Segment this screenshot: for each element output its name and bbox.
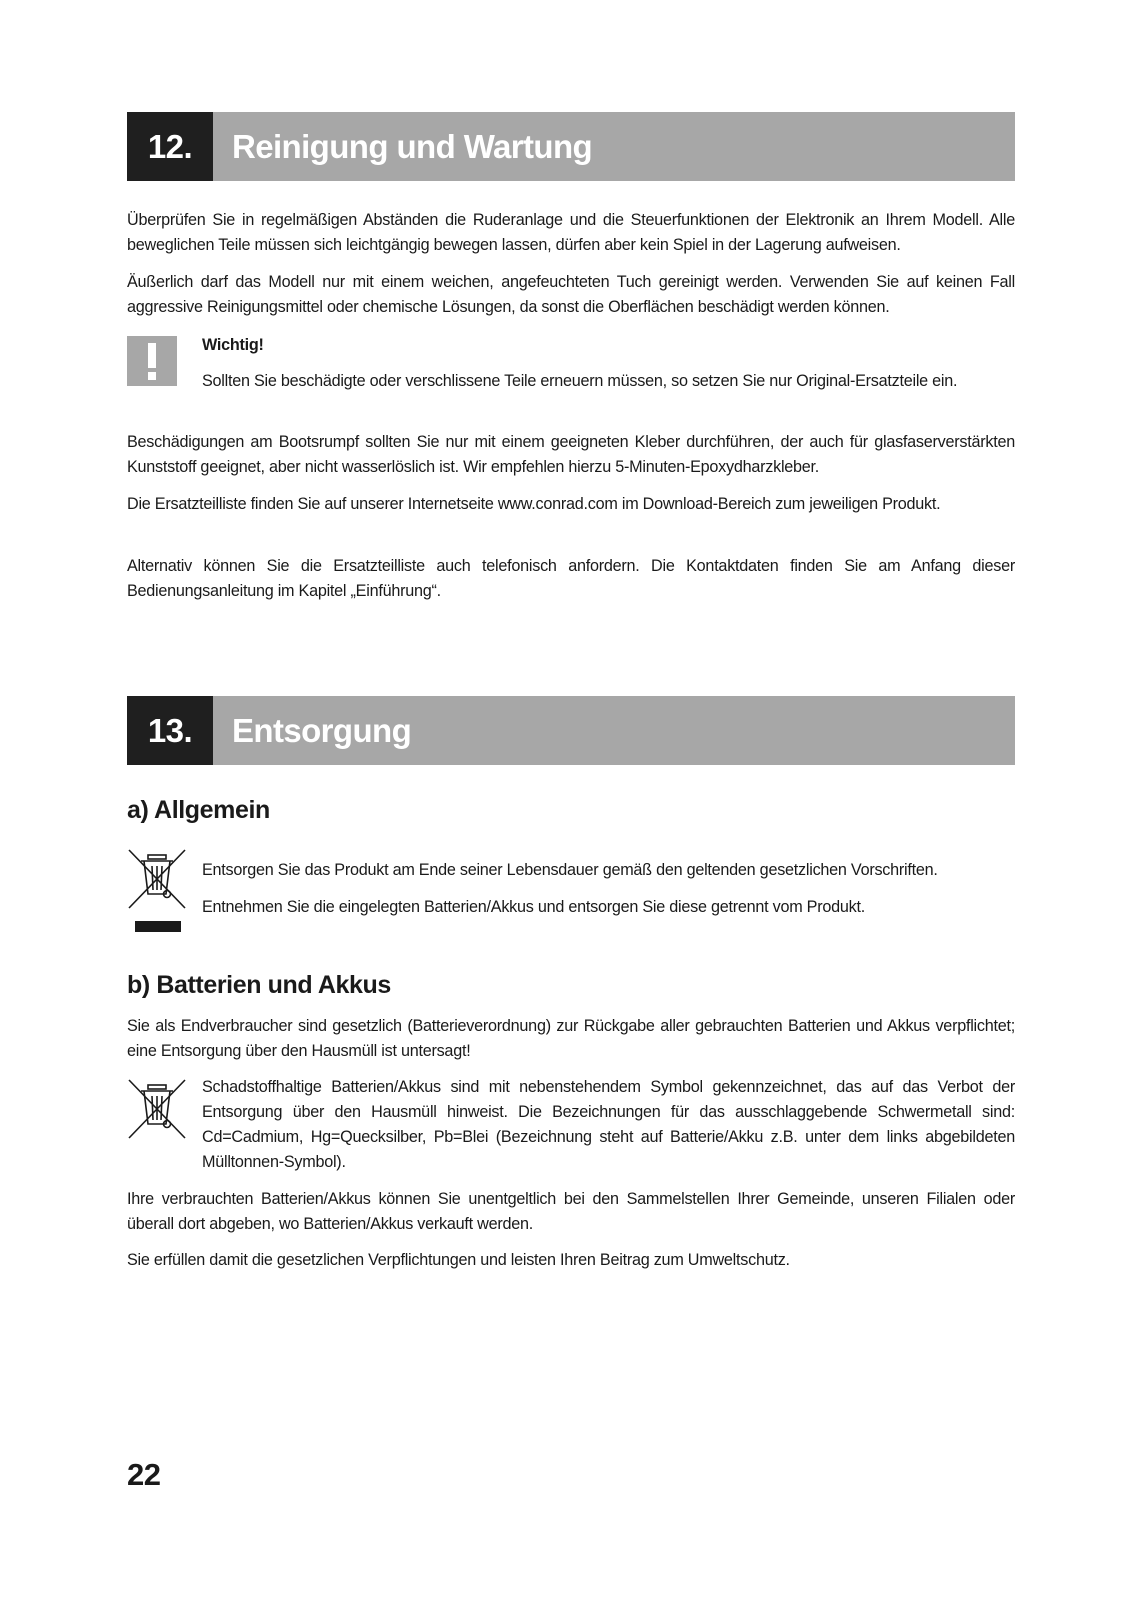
page-number: 22 xyxy=(127,1457,161,1492)
paragraph: Sie als Endverbraucher sind gesetzlich (Batterieverordnung) zur Rückgabe aller gebrauchten Batterien und Akkus verpflichtet; eine Entsorgung über den Hausmüll ist untersagt! xyxy=(127,1017,1015,1060)
paragraph: Schadstoffhaltige Batterien/Akkus sind mit nebenstehendem Symbol gekennzeichnet, das auf das Verbot der Entsorgung über den Hausmüll hinweist. Die Bezeichnungen für das ausschlaggebende Schwermetall sind: Cd=Cadmium, Hg=Quecksilber, Pb=Blei (Bezeichnung steht auf Batterie/Akku z.B. unter dem links abgebildeten Mülltonnen-Symbol). xyxy=(202,1078,1015,1171)
paragraph: Entnehmen Sie die eingelegten Batterien/Akkus und entsorgen Sie diese getrennt vom Produkt. xyxy=(202,898,865,916)
paragraph: Alternativ können Sie die Ersatzteilliste auch telefonisch anfordern. Die Kontaktdaten finden Sie am Anfang dieser Bedienungsanleitung im Kapitel „Einführung“. xyxy=(127,557,1015,600)
section-13-header xyxy=(127,696,1015,765)
paragraph: Äußerlich darf das Modell nur mit einem weichen, angefeuchteten Tuch gereinigt werden. Verwenden Sie auf keinen Fall aggressive Reinigungsmittel oder chemische Lösungen, da sonst die Oberflächen beschädigt werden können. xyxy=(127,273,1015,316)
paragraph: Entsorgen Sie das Produkt am Ende seiner Lebensdauer gemäß den geltenden gesetzlichen Vorschriften. xyxy=(202,861,938,879)
paragraph: Beschädigungen am Bootsrumpf sollten Sie nur mit einem geeigneten Kleber durchführen, der auch für glasfaserverstärkten Kunststoff geeignet, aber nicht wasserlöslich ist. Wir empfehlen hierzu 5-Minuten-Epoxydharzkleber. xyxy=(127,433,1015,476)
paragraph: Sie erfüllen damit die gesetzlichen Verpflichtungen und leisten Ihren Beitrag zum Umweltschutz. xyxy=(127,1251,790,1269)
warning-text: Sollten Sie beschädigte oder verschlissene Teile erneuern müssen, so setzen Sie nur Original-Ersatzteile ein. xyxy=(202,372,958,390)
section-number: 13. xyxy=(127,696,213,765)
exclamation-icon xyxy=(127,336,177,386)
subsection-heading: a) Allgemein xyxy=(127,796,270,824)
crossed-out-bin-icon xyxy=(127,848,187,939)
paragraph: Überprüfen Sie in regelmäßigen Abständen die Ruderanlage und die Steuerfunktionen der Elektronik an Ihrem Modell. Alle beweglichen Teile müssen sich leichtgängig bewegen lassen, dürfen aber kein Spiel in der Lagerung aufweisen. xyxy=(127,211,1015,254)
paragraph: Ihre verbrauchten Batterien/Akkus können Sie unentgeltlich bei den Sammelstellen Ihrer Gemeinde, unseren Filialen oder überall dort abgeben, wo Batterien/Akkus verkauft werden. xyxy=(127,1190,1015,1233)
subsection-heading: b) Batterien und Akkus xyxy=(127,971,391,999)
crossed-out-bin-icon xyxy=(127,1078,187,1145)
section-12-header xyxy=(127,112,1015,181)
warning-title: Wichtig! xyxy=(202,336,264,354)
section-title: Reinigung und Wartung xyxy=(213,112,1015,181)
section-title: Entsorgung xyxy=(213,696,1015,765)
paragraph: Die Ersatzteilliste finden Sie auf unserer Internetseite www.conrad.com im Download-Bereich zum jeweiligen Produkt. xyxy=(127,495,941,513)
section-number: 12. xyxy=(127,112,213,181)
